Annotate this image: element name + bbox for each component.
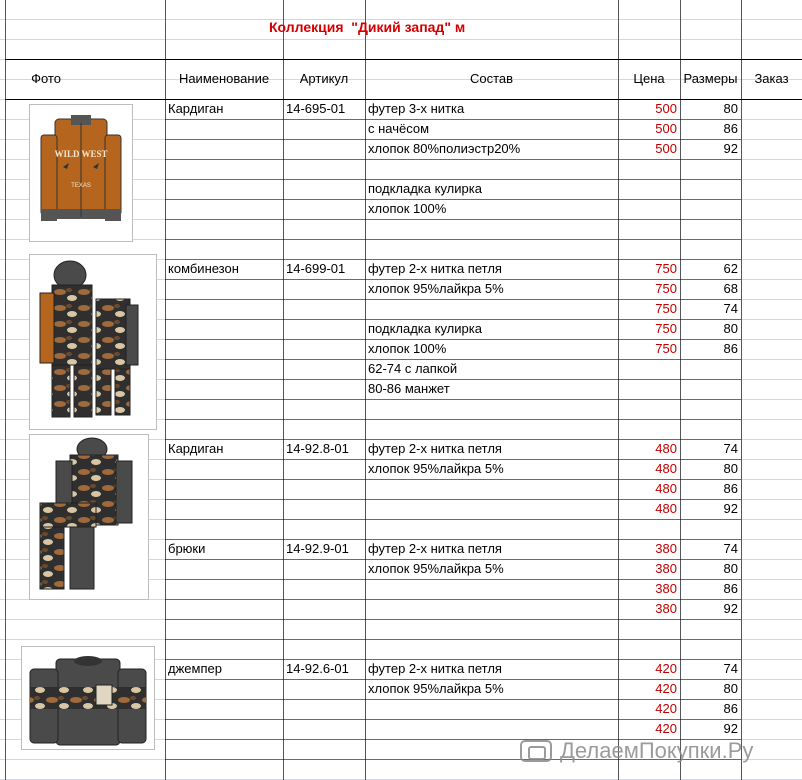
item-name[interactable]: Кардиган	[168, 101, 224, 116]
item-composition[interactable]: хлопок 95%лайкра 5%	[368, 681, 504, 696]
item-article[interactable]: 14-699-01	[286, 261, 346, 276]
item-name[interactable]	[165, 399, 283, 419]
item-article[interactable]	[283, 279, 365, 299]
item-price[interactable]	[618, 419, 680, 439]
item-size[interactable]: 74	[723, 441, 738, 456]
item-size[interactable]: 86	[723, 341, 738, 356]
item-composition[interactable]: хлопок 95%лайкра 5%	[368, 461, 504, 476]
item-article[interactable]: 14-695-01	[286, 101, 346, 116]
item-article[interactable]	[283, 559, 365, 579]
item-composition[interactable]: хлопок 100%	[368, 341, 447, 356]
item-article[interactable]	[283, 719, 365, 739]
item-name[interactable]: брюки	[168, 541, 206, 556]
item-article[interactable]	[283, 299, 365, 319]
item-article[interactable]	[283, 159, 365, 179]
item-name[interactable]	[165, 579, 283, 599]
item-name[interactable]	[165, 519, 283, 539]
item-composition[interactable]: подкладка кулирка	[368, 321, 482, 336]
item-name[interactable]	[165, 159, 283, 179]
header-article: Артикул	[299, 71, 349, 86]
item-price[interactable]: 380	[655, 581, 677, 596]
item-composition[interactable]	[365, 619, 618, 639]
item-article[interactable]	[283, 479, 365, 499]
item-price[interactable]: 500	[655, 121, 677, 136]
item-price[interactable]: 380	[655, 601, 677, 616]
item-name[interactable]	[165, 559, 283, 579]
item-name[interactable]	[165, 179, 283, 199]
item-composition[interactable]	[365, 599, 618, 619]
item-composition[interactable]: футер 2-х нитка петля	[368, 441, 502, 456]
item-size[interactable]: 74	[723, 301, 738, 316]
item-name[interactable]	[165, 299, 283, 319]
item-price[interactable]: 380	[655, 561, 677, 576]
item-name[interactable]	[165, 139, 283, 159]
item-price[interactable]	[618, 179, 680, 199]
item-price[interactable]: 420	[655, 721, 677, 736]
header-price: Цена	[633, 71, 665, 86]
item-article[interactable]	[283, 739, 365, 759]
item-name[interactable]	[165, 359, 283, 379]
item-price[interactable]: 480	[655, 501, 677, 516]
item-size[interactable]	[680, 639, 741, 659]
item-price[interactable]: 380	[655, 541, 677, 556]
item-size[interactable]: 80	[723, 101, 738, 116]
item-name[interactable]	[165, 119, 283, 139]
item-name[interactable]	[165, 339, 283, 359]
item-size[interactable]	[680, 359, 741, 379]
item-price[interactable]: 480	[655, 441, 677, 456]
item-article[interactable]	[283, 619, 365, 639]
item-name[interactable]	[165, 719, 283, 739]
item-composition[interactable]: хлопок 95%лайкра 5%	[368, 561, 504, 576]
header-order: Заказ	[754, 71, 789, 86]
item-size[interactable]	[680, 519, 741, 539]
item-price[interactable]: 750	[655, 281, 677, 296]
item-size[interactable]	[680, 399, 741, 419]
item-price[interactable]	[618, 519, 680, 539]
item-size[interactable]: 74	[723, 541, 738, 556]
item-price[interactable]: 750	[655, 341, 677, 356]
item-size[interactable]	[680, 619, 741, 639]
item-article[interactable]	[283, 459, 365, 479]
item-size[interactable]: 86	[723, 121, 738, 136]
item-article[interactable]	[283, 639, 365, 659]
item-article[interactable]	[283, 119, 365, 139]
item-article[interactable]: 14-92.9-01	[286, 541, 349, 556]
item-article[interactable]	[283, 199, 365, 219]
item-price[interactable]	[618, 399, 680, 419]
watermark	[520, 736, 753, 766]
item-name[interactable]	[165, 699, 283, 719]
item-size[interactable]	[680, 199, 741, 219]
item-price[interactable]: 500	[655, 101, 677, 116]
item-size[interactable]: 92	[723, 141, 738, 156]
item-name[interactable]	[165, 279, 283, 299]
item-article[interactable]	[283, 419, 365, 439]
item-price[interactable]	[618, 639, 680, 659]
header-composition: Состав	[469, 71, 514, 86]
item-price[interactable]: 750	[655, 321, 677, 336]
item-composition[interactable]: футер 3-х нитка	[368, 101, 465, 116]
item-size[interactable]: 92	[723, 721, 738, 736]
item-name[interactable]	[165, 739, 283, 759]
item-article[interactable]	[283, 579, 365, 599]
item-article[interactable]	[283, 179, 365, 199]
svg-text:WILD WEST: WILD WEST	[54, 149, 108, 159]
item-article[interactable]	[283, 379, 365, 399]
item-article[interactable]: 14-92.6-01	[286, 661, 349, 676]
item-size[interactable]: 86	[723, 481, 738, 496]
jumper-camo-photo	[21, 646, 155, 750]
item-article[interactable]	[283, 699, 365, 719]
item-name[interactable]: комбинезон	[168, 261, 239, 276]
item-composition[interactable]	[365, 159, 618, 179]
item-price[interactable]	[618, 379, 680, 399]
item-price[interactable]	[618, 619, 680, 639]
item-price[interactable]: 420	[655, 681, 677, 696]
item-article[interactable]	[283, 499, 365, 519]
header-sizes: Размеры	[683, 71, 738, 86]
item-price[interactable]: 480	[655, 461, 677, 476]
item-name[interactable]	[165, 239, 283, 259]
item-name[interactable]	[165, 639, 283, 659]
item-composition[interactable]: футер 2-х нитка петля	[368, 661, 502, 676]
item-name[interactable]	[165, 619, 283, 639]
item-article[interactable]	[283, 679, 365, 699]
item-price[interactable]: 480	[655, 481, 677, 496]
header-name: Наименование	[178, 71, 270, 86]
jumpsuit-camo-photo	[29, 254, 157, 430]
item-size[interactable]: 80	[723, 561, 738, 576]
item-price[interactable]: 420	[655, 661, 677, 676]
item-composition[interactable]	[365, 239, 618, 259]
item-size[interactable]: 80	[723, 681, 738, 696]
item-name[interactable]	[165, 199, 283, 219]
item-article[interactable]: 14-92.8-01	[286, 441, 349, 456]
watermark-logo-icon	[520, 740, 552, 762]
item-size[interactable]: 80	[723, 461, 738, 476]
item-price[interactable]	[618, 239, 680, 259]
watermark-text: ДелаемПокупки.Ру	[560, 738, 754, 763]
item-composition[interactable]	[365, 699, 618, 719]
item-article[interactable]	[283, 359, 365, 379]
item-name[interactable]	[165, 499, 283, 519]
item-name[interactable]: джемпер	[168, 661, 222, 676]
item-article[interactable]	[283, 599, 365, 619]
item-name[interactable]	[165, 459, 283, 479]
item-price[interactable]	[618, 199, 680, 219]
item-size[interactable]	[680, 219, 741, 239]
item-size[interactable]: 80	[723, 321, 738, 336]
item-price[interactable]: 420	[655, 701, 677, 716]
item-composition[interactable]	[365, 499, 618, 519]
item-composition[interactable]	[365, 639, 618, 659]
item-price[interactable]: 750	[655, 261, 677, 276]
item-article[interactable]	[283, 339, 365, 359]
item-composition[interactable]	[365, 579, 618, 599]
item-size[interactable]	[680, 419, 741, 439]
item-name[interactable]	[165, 319, 283, 339]
item-price[interactable]: 750	[655, 301, 677, 316]
item-name[interactable]	[165, 679, 283, 699]
item-size[interactable]: 92	[723, 501, 738, 516]
item-name[interactable]	[165, 219, 283, 239]
item-price[interactable]: 500	[655, 141, 677, 156]
item-article[interactable]	[283, 319, 365, 339]
item-size[interactable]: 68	[723, 281, 738, 296]
svg-text:TEXAS: TEXAS	[71, 183, 91, 189]
item-price[interactable]	[618, 159, 680, 179]
item-size[interactable]: 62	[723, 261, 738, 276]
collection-title: Коллекция "Дикий запад" м	[269, 19, 466, 35]
item-price[interactable]	[618, 359, 680, 379]
item-size[interactable]	[680, 159, 741, 179]
item-name[interactable]	[165, 379, 283, 399]
cardigan-pants-camo-photo	[29, 434, 149, 600]
item-composition[interactable]	[365, 479, 618, 499]
item-composition[interactable]	[365, 219, 618, 239]
item-composition[interactable]: 80-86 манжет	[368, 381, 450, 396]
header-photo: Фото	[31, 71, 61, 86]
item-article[interactable]	[283, 519, 365, 539]
item-composition[interactable]	[365, 519, 618, 539]
item-composition[interactable]: подкладка кулирка	[368, 181, 482, 196]
item-composition[interactable]: 62-74 с лапкой	[368, 361, 458, 376]
item-size[interactable]: 86	[723, 701, 738, 716]
item-composition[interactable]	[365, 299, 618, 319]
item-size[interactable]: 74	[723, 661, 738, 676]
item-composition[interactable]: футер 2-х нитка петля	[368, 541, 502, 556]
item-size[interactable]	[680, 239, 741, 259]
item-article[interactable]	[283, 219, 365, 239]
item-name[interactable]	[165, 479, 283, 499]
item-composition[interactable]: хлопок 100%	[368, 201, 447, 216]
item-composition[interactable]	[365, 419, 618, 439]
item-size[interactable]: 92	[723, 601, 738, 616]
item-article[interactable]	[283, 399, 365, 419]
item-size[interactable]	[680, 179, 741, 199]
item-composition[interactable]: хлопок 95%лайкра 5%	[368, 281, 504, 296]
item-composition[interactable]: хлопок 80%полиэстр20%	[368, 141, 521, 156]
item-price[interactable]	[618, 219, 680, 239]
item-article[interactable]	[283, 239, 365, 259]
item-size[interactable]	[680, 379, 741, 399]
item-name[interactable]	[165, 599, 283, 619]
item-name[interactable]: Кардиган	[168, 441, 224, 456]
item-size[interactable]: 86	[723, 581, 738, 596]
item-composition[interactable]: с начёсом	[368, 121, 430, 136]
item-article[interactable]	[283, 139, 365, 159]
cardigan-wild-west-photo	[29, 104, 133, 242]
item-composition[interactable]: футер 2-х нитка петля	[368, 261, 502, 276]
item-name[interactable]	[165, 419, 283, 439]
item-composition[interactable]	[365, 399, 618, 419]
